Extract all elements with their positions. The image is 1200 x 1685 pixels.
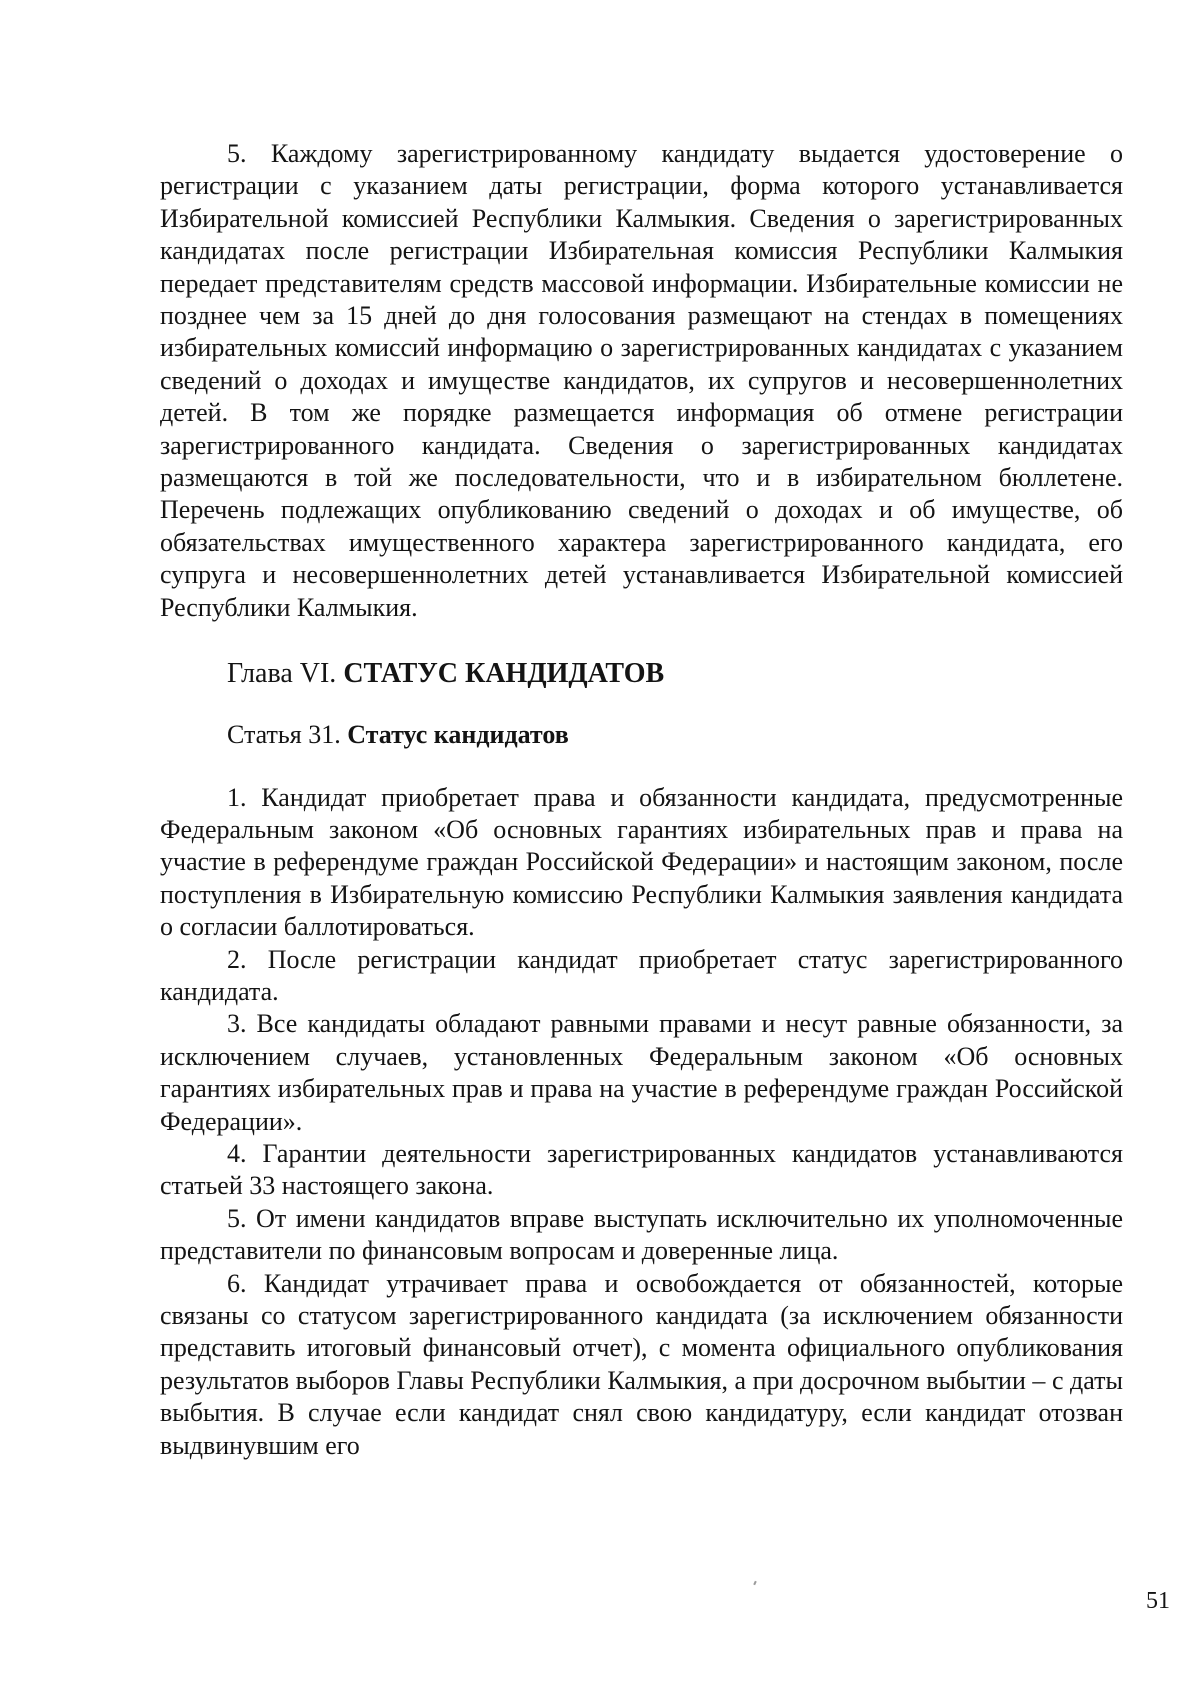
paragraph-registration-certificate: 5. Каждому зарегистрированному кандидату выдается удостоверение о регистрации с указанием даты регистрации, форма которого устанавливается Избирательной комиссией Республики Калмыкия. Сведения о зарегистрированных кандидатах после регистрации Избирательная комиссия Республики Калмыкия передает представителям средств массовой информации. Избирательные комиссии не позднее чем за 15 дней до дня голосования размещают на стендах в помещениях избирательных комиссий информацию о зарегистрированных кандидатах с указанием сведений о доходах и имуществе кандидатов, их супругов и несовершеннолетних детей. В том же порядке размещается информация об отмене регистрации зарегистрированного кандидата. Сведения о зарегистрированных кандидатах размещаются в той же последовательности, что и в избирательном бюллетене. Перечень подлежащих опубликованию сведений о доходах и об имуществе, об обязательствах имущественного характера зарегистрированного кандидата, его супруга и несовершеннолетних детей устанавливается Избирательной комиссией Республики Калмыкия.: [160, 139, 1123, 622]
article-paragraph-3: 3. Все кандидаты обладают равными правами и несут равные обязанности, за исключением случаев, установленных Федеральным законом «Об основных гарантиях избирательных прав и права на участие в референдуме граждан Российской Федерации».: [160, 1009, 1123, 1136]
article-paragraph-6: 6. Кандидат утрачивает права и освобождается от обязанностей, которые связаны со статусом зарегистрированного кандидата (за исключением обязанности представить итоговый финансовый отчет), с момента официального опубликования результатов выборов Главы Республики Калмыкия, а при досрочном выбытии – с даты выбытия. В случае если кандидат снял свою кандидатуру, если кандидат отозван выдвинувшим его: [160, 1268, 1123, 1460]
chapter-heading: [160, 657, 1123, 691]
document-body: [160, 138, 1123, 1462]
article-heading: [160, 719, 1123, 751]
article-title: Статус кандидатов: [347, 720, 569, 750]
article-paragraph-5: 5. От имени кандидатов вправе выступать исключительно их уполномоченные представители по финансовым вопросам и доверенные лица.: [160, 1203, 1123, 1266]
article-paragraph-1: 1. Кандидат приобретает права и обязанности кандидата, предусмотренные Федеральным законом «Об основных гарантиях избирательных прав и права на участие в референдуме граждан Российской Федерации» и настоящим законом, после поступления в Избирательную комиссию Республики Калмыкия заявления кандидата о согласии баллотироваться.: [160, 782, 1123, 942]
article-prefix: Статья 31.: [227, 720, 341, 750]
scan-speck: [753, 1581, 757, 1585]
page-number: 51: [1146, 1588, 1170, 1614]
chapter-prefix: Глава VI.: [227, 658, 337, 690]
article-paragraph-4: 4. Гарантии деятельности зарегистрированных кандидатов устанавливаются статьей 33 настоящего закона.: [160, 1138, 1123, 1201]
article-paragraph-2: 2. После регистрации кандидат приобретает статус зарегистрированного кандидата.: [160, 944, 1123, 1006]
chapter-title: СТАТУС КАНДИДАТОВ: [343, 658, 665, 690]
